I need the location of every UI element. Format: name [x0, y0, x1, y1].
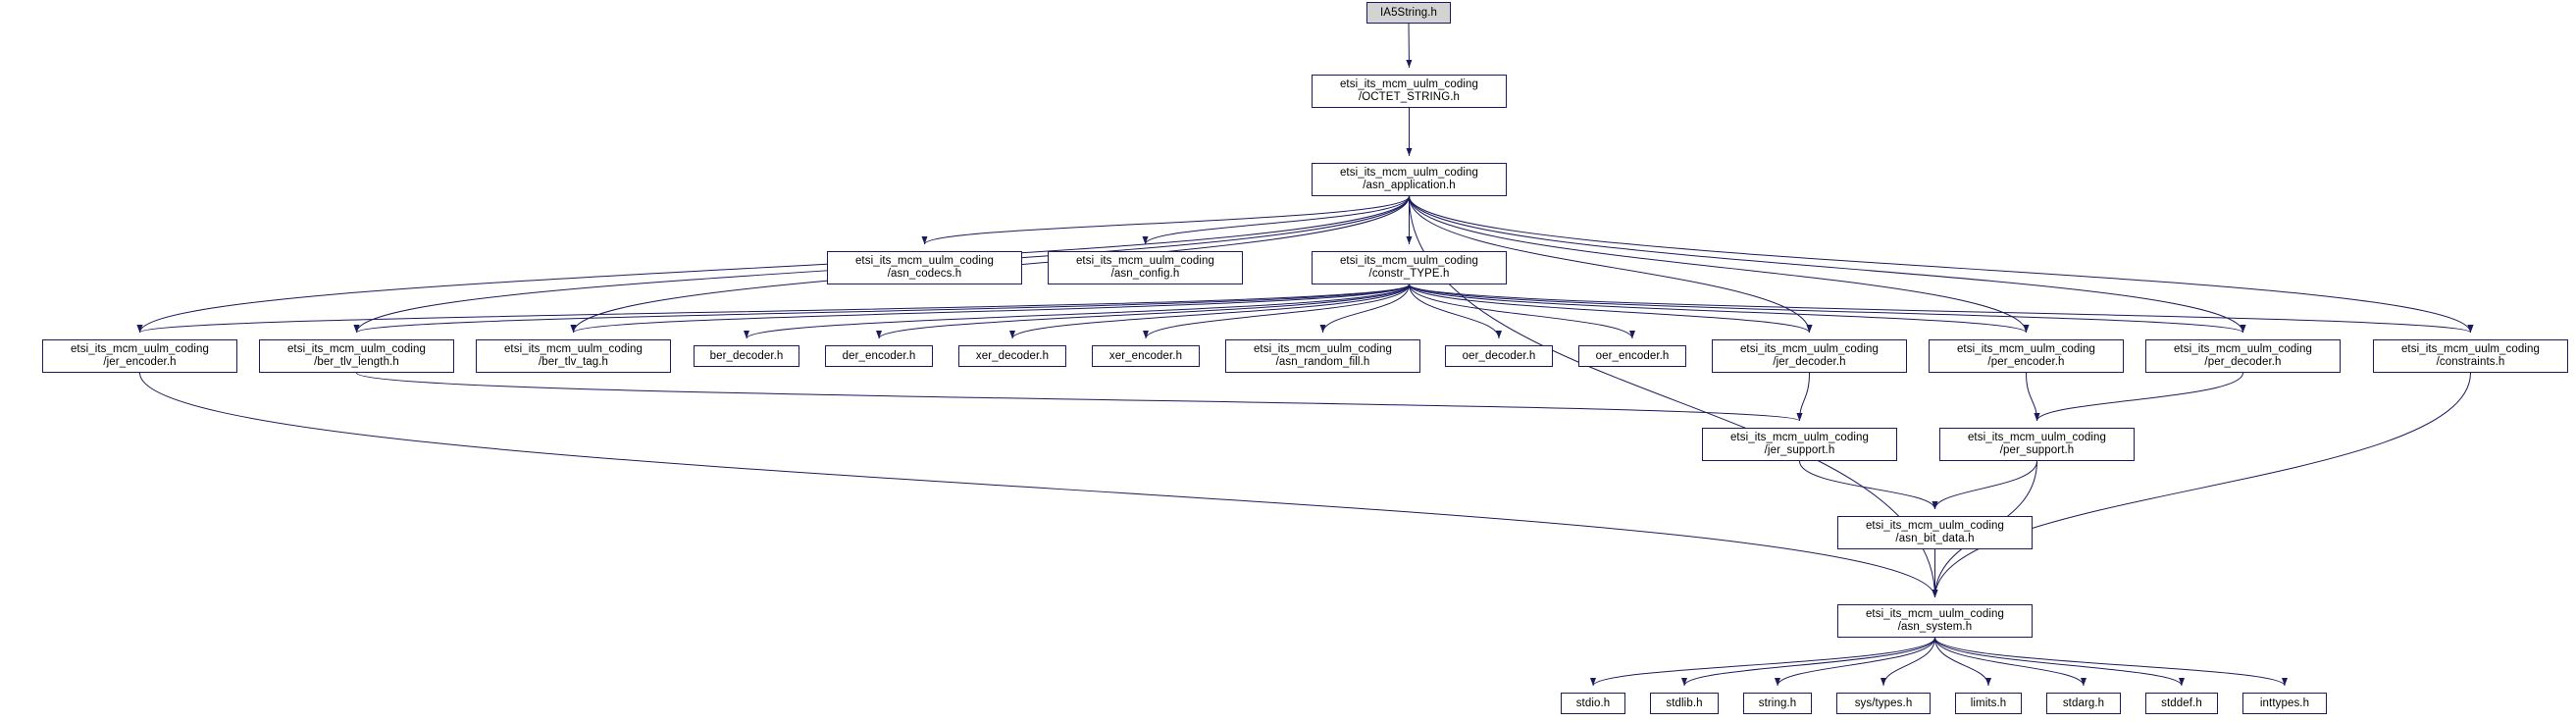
graph-node-label: etsi_its_mcm_uulm_coding — [1339, 167, 1479, 179]
graph-node-label: stdio.h — [1575, 697, 1611, 709]
graph-node-label: /ber_tlv_tag.h — [538, 356, 609, 368]
graph-edge — [1410, 284, 1500, 338]
graph-node-label: etsi_its_mcm_uulm_coding — [2400, 343, 2541, 355]
graph-node[interactable] — [1743, 693, 1812, 714]
graph-node-label: /jer_decoder.h — [1773, 356, 1846, 368]
graph-node[interactable] — [1955, 693, 2022, 714]
graph-node-label: /per_encoder.h — [1987, 356, 2065, 368]
graph-node-label: /per_support.h — [1999, 444, 2075, 456]
graph-node[interactable] — [694, 345, 799, 367]
graph-node[interactable] — [958, 345, 1066, 367]
graph-node[interactable] — [1366, 2, 1451, 24]
graph-edge — [1935, 638, 1989, 686]
graph-node-label: der_encoder.h — [842, 349, 916, 362]
graph-node[interactable] — [2145, 693, 2218, 714]
graph-node-label: etsi_its_mcm_uulm_coding — [2173, 343, 2313, 355]
graph-node-label: /asn_system.h — [1897, 621, 1973, 633]
graph-node-label: /constr_TYPE.h — [1368, 268, 1450, 280]
graph-node[interactable] — [1578, 345, 1686, 367]
graph-edge — [1935, 461, 2037, 509]
graph-edge — [1410, 284, 1633, 338]
graph-node[interactable] — [1048, 251, 1243, 284]
graph-node[interactable] — [1445, 345, 1553, 367]
graph-node-label: /ber_tlv_length.h — [314, 356, 399, 368]
graph-edge — [1410, 284, 2471, 333]
graph-edge — [2027, 373, 2037, 421]
graph-node-label: /jer_support.h — [1764, 444, 1835, 456]
graph-edge — [1935, 373, 2471, 597]
graph-edge — [1323, 284, 1410, 333]
graph-edge — [1935, 638, 2183, 686]
graph-edge — [1410, 284, 1810, 333]
graph-edge — [1800, 373, 1810, 421]
graph-node[interactable] — [1312, 75, 1507, 108]
graph-node[interactable] — [1561, 693, 1625, 714]
graph-edge — [1800, 461, 1935, 509]
graph-node[interactable] — [827, 251, 1022, 284]
graph-node-label: etsi_its_mcm_uulm_coding — [70, 343, 210, 355]
graph-node-label: etsi_its_mcm_uulm_coding — [1729, 432, 1870, 443]
graph-node-label: /asn_codecs.h — [887, 268, 962, 280]
graph-node-label: /asn_application.h — [1363, 180, 1456, 191]
graph-edge — [357, 284, 1410, 333]
graph-node-label: inttypes.h — [2259, 697, 2310, 709]
graph-edge — [2037, 373, 2243, 421]
graph-node-label: /constraints.h — [2436, 356, 2505, 368]
graph-edge — [1684, 638, 1935, 686]
graph-node-label: oer_decoder.h — [1462, 349, 1536, 362]
graph-node-label: etsi_its_mcm_uulm_coding — [1075, 255, 1215, 267]
graph-node-label: stdlib.h — [1666, 697, 1703, 709]
graph-edge — [1410, 196, 2243, 333]
graph-node-label: etsi_its_mcm_uulm_coding — [503, 343, 644, 355]
graph-node-label: ber_decoder.h — [709, 349, 784, 362]
graph-edge — [925, 196, 1410, 244]
graph-node[interactable] — [1712, 339, 1907, 373]
graph-node-label: xer_encoder.h — [1108, 349, 1183, 362]
graph-node-label: etsi_its_mcm_uulm_coding — [1339, 255, 1479, 267]
graph-edge — [1410, 284, 2243, 333]
graph-node-label: /asn_bit_data.h — [1895, 533, 1975, 544]
graph-node-label: limits.h — [1970, 697, 2007, 709]
graph-node[interactable] — [1837, 516, 2033, 549]
graph-node-label: etsi_its_mcm_uulm_coding — [854, 255, 995, 267]
graph-node[interactable] — [2242, 693, 2327, 714]
graph-edge — [1935, 638, 2286, 686]
graph-node-label: /per_decoder.h — [2204, 356, 2282, 368]
graph-node[interactable] — [42, 339, 237, 373]
graph-edge — [357, 373, 1800, 421]
graph-edge — [747, 284, 1410, 338]
graph-edge — [1883, 638, 1935, 686]
graph-node-label: etsi_its_mcm_uulm_coding — [1865, 608, 2005, 620]
graph-node[interactable] — [2046, 693, 2121, 714]
graph-node[interactable] — [259, 339, 454, 373]
graph-edge — [1146, 196, 1410, 244]
graph-node[interactable] — [1092, 345, 1200, 367]
graph-node-label: /asn_random_fill.h — [1275, 356, 1370, 368]
graph-edge — [574, 284, 1410, 333]
graph-node[interactable] — [1650, 693, 1719, 714]
graph-node-label: string.h — [1758, 697, 1797, 709]
graph-node-label: oer_encoder.h — [1595, 349, 1670, 362]
graph-node-label: etsi_its_mcm_uulm_coding — [1739, 343, 1880, 355]
graph-edge — [1146, 284, 1410, 338]
graph-node-label: etsi_its_mcm_uulm_coding — [1865, 520, 2005, 532]
graph-node-label: /jer_encoder.h — [103, 356, 177, 368]
graph-node[interactable] — [1929, 339, 2124, 373]
graph-node[interactable] — [825, 345, 933, 367]
graph-node[interactable] — [1312, 251, 1507, 284]
graph-node-label: IA5String.h — [1380, 6, 1437, 19]
graph-node[interactable] — [2373, 339, 2568, 373]
graph-edge — [879, 284, 1410, 338]
graph-node[interactable] — [1837, 604, 2033, 638]
graph-edge — [1410, 196, 2471, 333]
graph-node-label: xer_decoder.h — [975, 349, 1050, 362]
graph-node-label: /asn_config.h — [1110, 268, 1180, 280]
graph-node[interactable] — [1312, 163, 1507, 196]
graph-edge — [140, 373, 1935, 597]
graph-node-label: stdarg.h — [2062, 697, 2105, 709]
graph-node[interactable] — [2145, 339, 2341, 373]
graph-node-label: sys/types.h — [1854, 697, 1913, 709]
graph-edge — [1935, 638, 2085, 686]
graph-edge — [1593, 638, 1935, 686]
graph-node-label: etsi_its_mcm_uulm_coding — [1339, 78, 1479, 90]
graph-edge — [1012, 284, 1410, 338]
graph-edge — [140, 284, 1410, 333]
graph-node-label: /OCTET_STRING.h — [1358, 91, 1461, 103]
graph-node[interactable] — [1836, 693, 1931, 714]
graph-node[interactable] — [1225, 339, 1420, 373]
graph-node-label: etsi_its_mcm_uulm_coding — [1956, 343, 2096, 355]
graph-node-label: etsi_its_mcm_uulm_coding — [286, 343, 427, 355]
graph-node[interactable] — [1939, 428, 2135, 461]
graph-edge — [1410, 284, 2027, 333]
graph-node-label: etsi_its_mcm_uulm_coding — [1967, 432, 2107, 443]
graph-edge — [1409, 24, 1410, 68]
graph-edge — [1777, 638, 1935, 686]
graph-node[interactable] — [476, 339, 671, 373]
graph-node-label: stddef.h — [2161, 697, 2202, 709]
graph-node-label: etsi_its_mcm_uulm_coding — [1253, 343, 1393, 355]
graph-node[interactable] — [1702, 428, 1897, 461]
